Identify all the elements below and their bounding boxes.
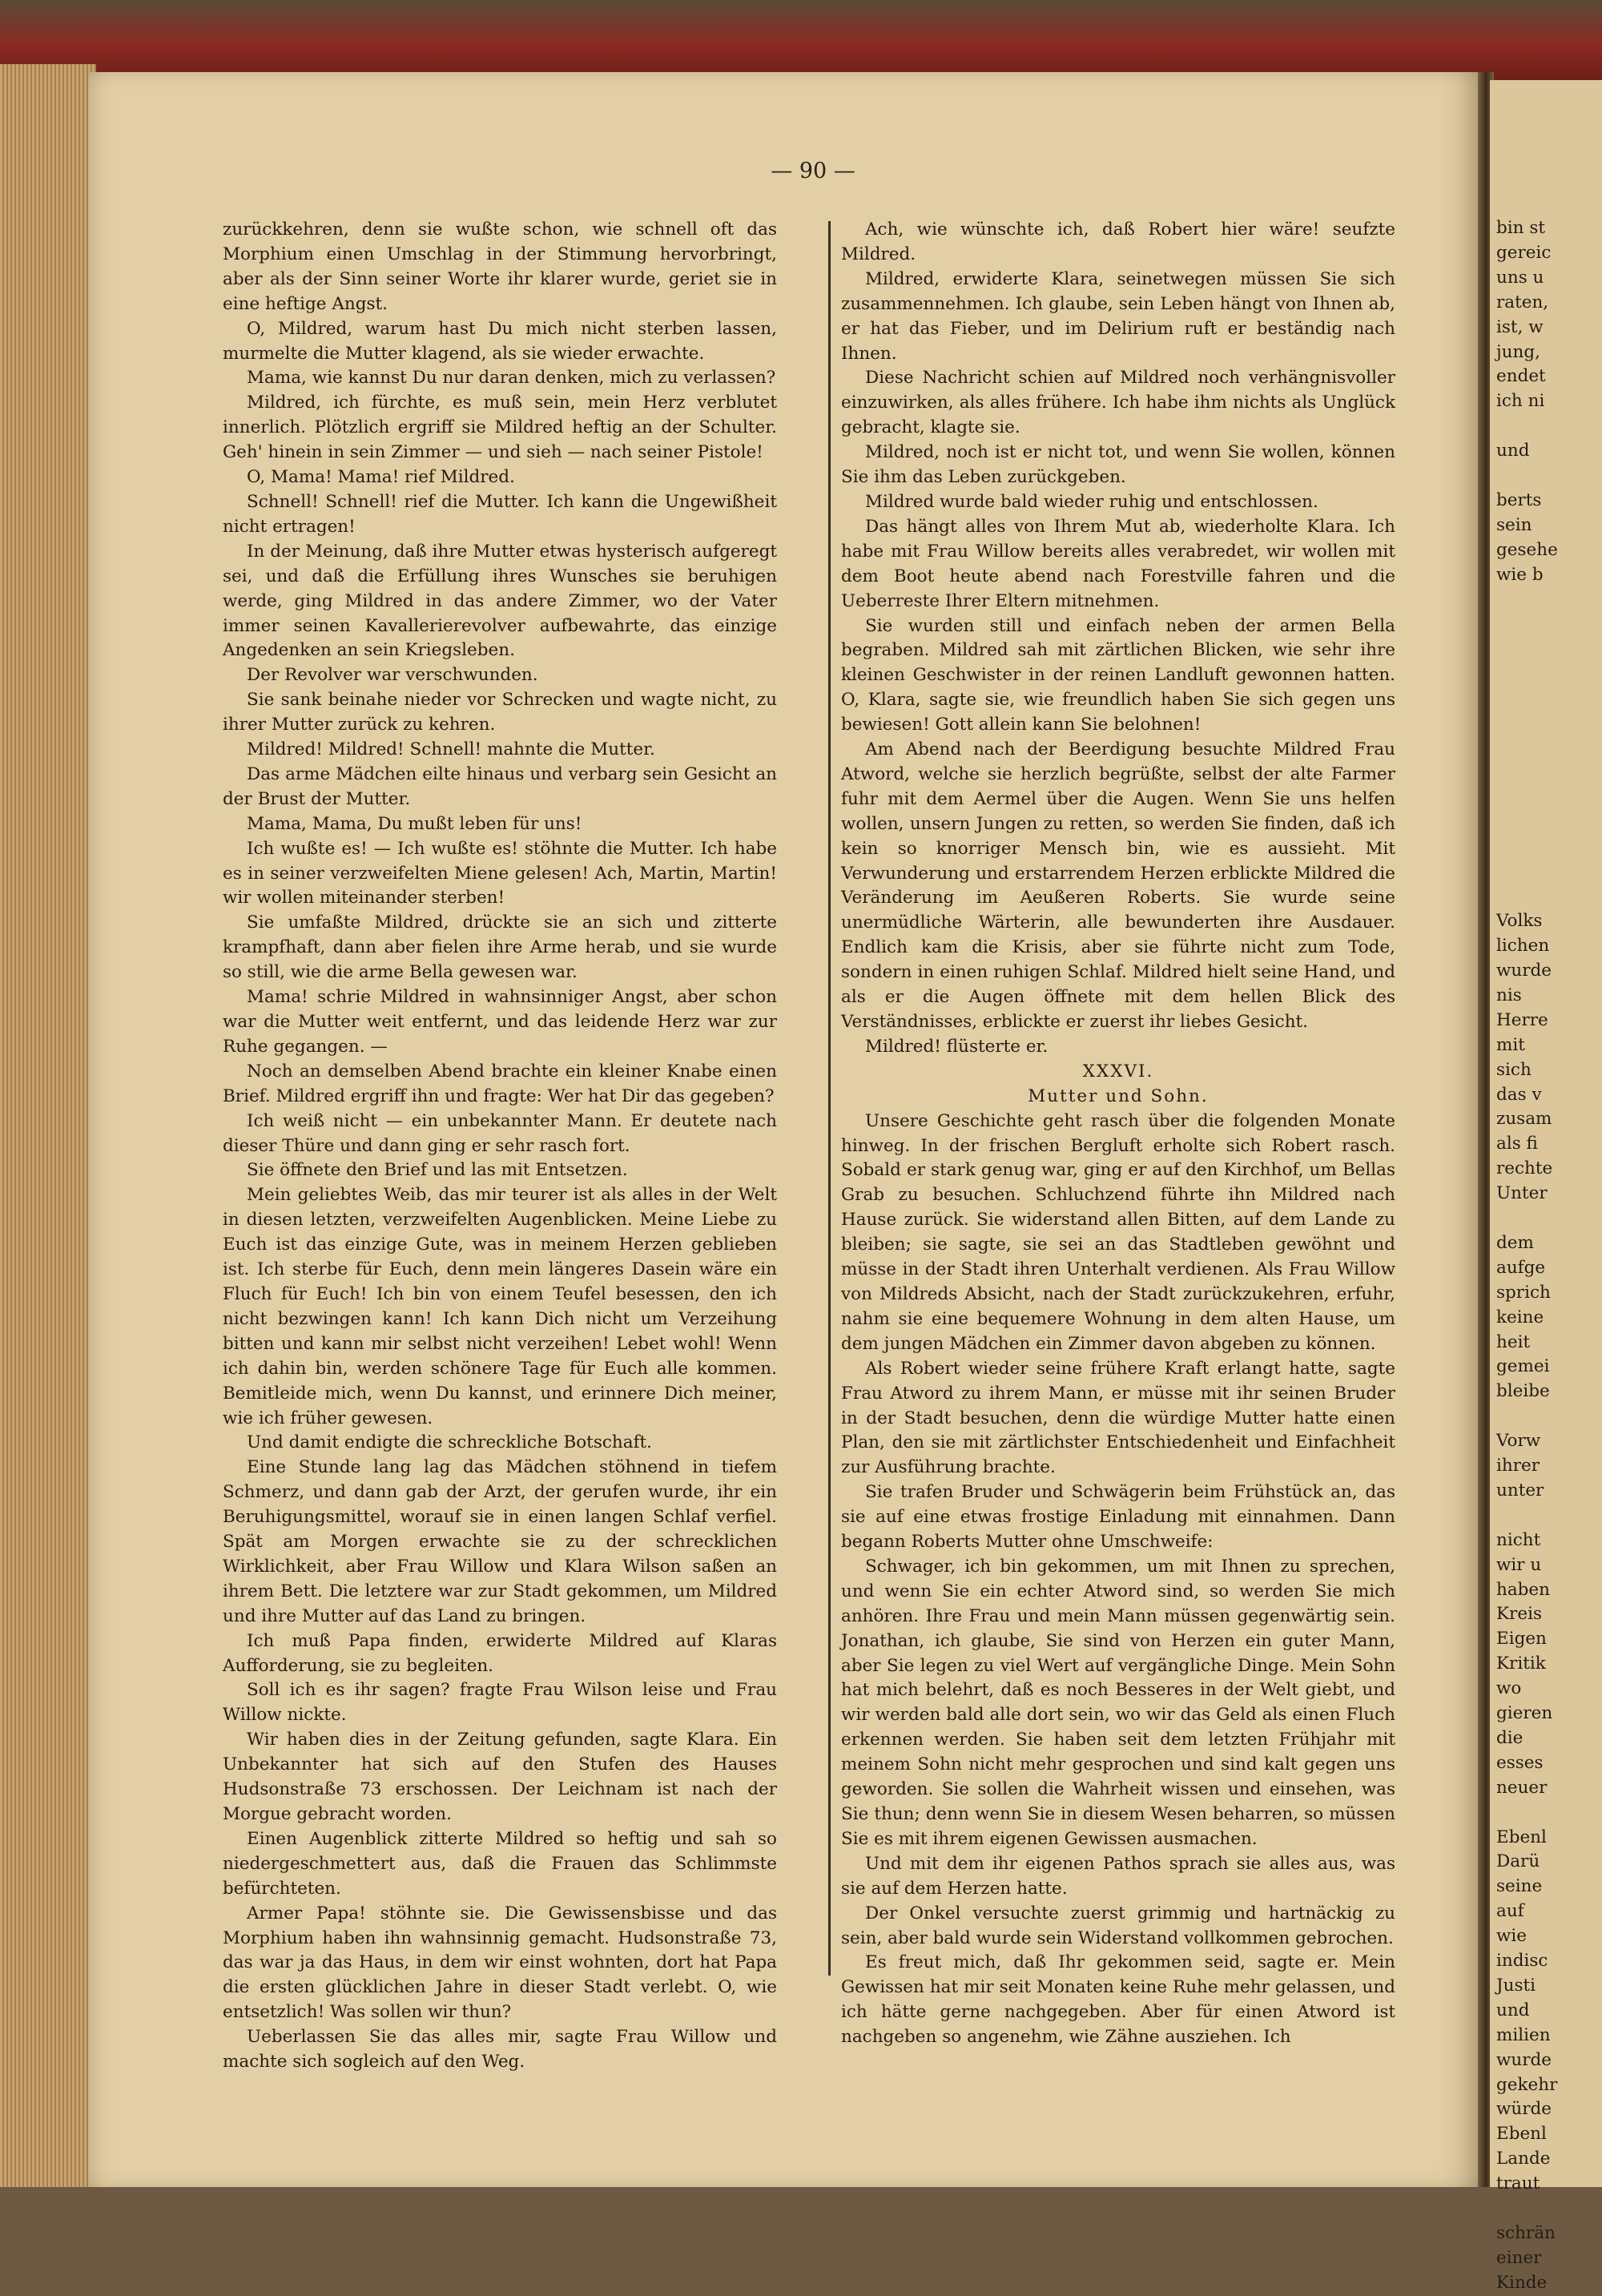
facing-page-fragment: Vorw [1496,1431,1541,1452]
facing-page-fragment: Ebenl [1496,1827,1547,1847]
paragraph: Ueberlassen Sie das alles mir, sagte Frau Willow und machte sich sogleich auf den Weg. [223,2027,777,2072]
facing-page-fragment: und [1496,2000,1530,2020]
facing-page-fragment: haben [1496,1579,1550,1600]
paragraph: Der Revolver war verschwunden. [247,665,538,686]
facing-page-fragment: bin st [1496,218,1545,238]
paragraph: Schnell! Schnell! rief die Mutter. Ich kann die Ungewißheit nicht ertragen! [223,491,777,537]
facing-page-fragment: wir u [1496,1554,1542,1575]
facing-page-fragment: die [1496,1727,1524,1748]
paragraph: Ich wußte es! — Ich wußte es! stöhnte die Mutter. Ich habe es in seiner verzweifelten Miene gelesen! Ach, Martin, Martin! wir wollen miteinander sterben! [223,838,777,908]
paragraph: In der Meinung, daß ihre Mutter etwas hysterisch aufgeregt sei, und daß die Erfüllung ihres Wunsches sie beruhigen werde, ging Mildred in das andere Zimmer, wo der Vater immer seinen Kavallerierevolver aufbewahrte, das einzige Angedenken an sein Kriegsleben. [223,541,777,661]
paragraph: Mama, Mama, Du mußt leben für uns! [247,813,582,834]
facing-page-fragment: als fi [1496,1134,1538,1154]
paragraph: Ich muß Papa finden, erwiderte Mildred auf Klaras Aufforderung, sie zu begleiten. [223,1630,777,1676]
paragraph: Eine Stunde lang lag das Mädchen stöhnend in tiefem Schmerz, und dann gab der Arzt, der gerufen wurde, ihr ein Beruhigungsmittel, worauf sie in einen langen Schlaf verfiel. Spät am Morgen erwachte sie zu der schrecklichen Wirklichkeit, aber Frau Willow und Klara Wilson saßen an ihrem Bett. Die letztere war zur Stadt gekommen, um Mildred und ihre Mutter auf das Land zu bringen. [223,1457,777,1626]
facing-page-fragment: berts [1496,489,1542,510]
paragraph: Das arme Mädchen eilte hinaus und verbarg sein Gesicht an der Brust der Mutter. [223,763,777,809]
facing-page-fragment: Eigen [1496,1629,1547,1649]
paragraph: Mildred, erwiderte Klara, seinetwegen müssen Sie sich zusammennehmen. Ich glaube, sein Leben hängt von Ihnen ab, er hat das Fieber, und im Delirium ruft er beständig nach Ihnen. [841,268,1395,364]
paragraph: Diese Nachricht schien auf Mildred noch verhängnisvoller einzuwirken, als alles frühere. Ich habe ihm nichts als Unglück gebracht, klagte sie. [841,368,1395,438]
facing-page-fragment: dem [1496,1232,1534,1253]
facing-page-fragment: ich ni [1496,391,1545,412]
facing-page-fragment: Kreis [1496,1604,1542,1625]
facing-page-fragment: esses [1496,1752,1544,1773]
paragraph: Ach, wie wünschte ich, daß Robert hier wäre! seufzte Mildred. [841,220,1395,264]
left-text-column [223,218,777,2072]
facing-page-fragment: zusam [1496,1109,1552,1130]
paragraph: O, Mama! Mama! rief Mildred. [247,467,515,488]
facing-page-fragment: mit [1496,1034,1525,1055]
paragraph: Am Abend nach der Beerdigung besuchte Mildred Frau Atword, welche sie herzlich begrüßte, selbst der alte Farmer fuhr mit dem Aermel über die Augen. Wenn Sie uns helfen wollen, unsern Jungen zu retten, so werden Sie finden, daß ich kein so knorriger Mensch bin, wie es aussieht. Mit Verwunderung und erstarrendem Herzen erblickte Mildred die Veränderung im Aeußeren Roberts. Sie wurde seine unermüdliche Wärterin, alle bewunderten ihre Ausdauer. Endlich kam die Krisis, aber sie führte nicht zum Tode, sondern in einen ruhigen Schlaf. Mildred hielt seine Hand, und als er die Augen öffnete mit dem hellen Blick des Verständnisses, erblickte er zuerst ihr liebes Gesicht. [841,739,1395,1032]
paragraph: Mildred, ich fürchte, es muß sein, mein Herz verblutet innerlich. Plötzlich ergriff sie Mildred heftig an der Schulter. Geh' hinein in sein Zimmer — und sieh — nach seiner Pistole! [223,393,777,463]
facing-page-fragment: auf [1496,1901,1524,1922]
column-divider [828,221,831,1976]
facing-page-fragment: nis [1496,985,1522,1005]
chapter-heading: Mutter und Sohn. [1028,1086,1209,1106]
paragraph: Sie umfaßte Mildred, drückte sie an sich und zitterte krampfhaft, dann aber fielen ihre Arme herab, und sie wurde so still, wie die arme Bella gewesen war. [223,912,777,983]
facing-page-fragment: seine [1496,1876,1543,1897]
facing-page-fragment: Justi [1496,1975,1536,1996]
facing-page-fragment: lichen [1496,936,1550,957]
facing-page-fragment: Lande [1496,2149,1551,2169]
facing-page-fragment: Darü [1496,1851,1540,1872]
paragraph: Mildred! flüsterte er. [865,1036,1049,1057]
facing-page-fragment: Volks [1496,911,1543,932]
paragraph: Sie trafen Bruder und Schwägerin beim Frühstück an, das sie auf eine etwas frostige Einladung mit einnahmen. Dann begann Roberts Mutter ohne Umschweife: [841,1482,1395,1553]
facing-page-fragment: Herre [1496,1009,1548,1030]
facing-page-fragment: wo [1496,1678,1522,1699]
paragraph: Als Robert wieder seine frühere Kraft erlangt hatte, sagte Frau Atword zu ihrem Mann, er müsse mit ihr seinen Bruder in der Stadt besuchen, denn die würdige Mutter hatte einen Plan, den sie mit zärtlichster Entschiedenheit und Einfachheit zur Ausführung brachte. [841,1358,1395,1478]
facing-page [1490,80,1602,2293]
facing-page-fragment: uns u [1496,267,1544,288]
facing-page-fragment: Ebenl [1496,2124,1547,2145]
facing-page-fragment: sprich [1496,1282,1551,1303]
facing-page-fragment: traut [1496,2173,1540,2194]
paragraph: Armer Papa! stöhnte sie. Die Gewissensbisse und das Morphium haben ihn wahnsinnig gemacht. Hudsonstraße 73, das war ja das Haus, in dem wir einst wohnten, dort hat Papa die ersten glücklichen Jahre in dieser Stadt verlebt. O, wie entsetzlich! Was sollen wir thun? [223,1903,777,2023]
facing-page-fragment: Kritik [1496,1654,1546,1674]
facing-page-fragment: und [1496,441,1530,461]
facing-page-fragment: heit [1496,1331,1531,1352]
facing-page-fragment: gesehe [1496,539,1558,560]
paragraph: Soll ich es ihr sagen? fragte Frau Wilson leise und Frau Willow nickte. [223,1680,777,1726]
paragraph: O, Mildred, warum hast Du mich nicht sterben lassen, murmelte die Mutter klagend, als sie wieder erwachte. [223,318,777,364]
facing-page-fragment: raten, [1496,292,1549,312]
paragraph: Sie wurden still und einfach neben der armen Bella begraben. Mildred sah mit zärtlichen Blicken, wie sehr ihre kleinen Geschwister in der reinen Landluft gewonnen hatten. O, Klara, sagte sie, wie freundlich haben Sie sich gegen uns bewiesen! Gott allein kann Sie belohnen! [841,615,1395,735]
facing-page-fragment: ist, w [1496,316,1544,337]
facing-page-fragment: sein [1496,514,1532,535]
chapter-heading: XXXVI. [1082,1061,1154,1082]
paragraph: Der Onkel versuchte zuerst grimmig und hartnäckig zu sein, aber bald wurde sein Widerstand vollkommen gebrochen. [841,1903,1395,1948]
facing-page-fragment: milien [1496,2024,1551,2045]
page-number: — 90 — [771,159,855,183]
facing-page-fragment: wie [1496,1926,1528,1947]
paragraph: Mama! schrie Mildred in wahnsinniger Angst, aber schon war die Mutter weit entfernt, und das leidende Herz war zur Ruhe gegangen. — [223,987,777,1057]
paragraph: Und mit dem ihr eigenen Pathos sprach sie alles aus, was sie auf dem Herzen hatte. [841,1853,1395,1899]
facing-page-fragment: endet [1496,366,1546,387]
facing-page-fragment: indisc [1496,1951,1548,1971]
paragraph: zurückkehren, denn sie wußte schon, wie schnell oft das Morphium einen Umschlag in der Stimmung hervorbringt, aber als der Sinn seiner Worte ihr klarer wurde, geriet sie in eine heftige Angst. [223,220,777,314]
paragraph: Schwager, ich bin gekommen, um mit Ihnen zu sprechen, und wenn Sie ein echter Atword sind, so werden Sie mich anhören. Ihre Frau und mein Mann müssen gegenwärtig sein. Jonathan, ich glaube, Sie sind von Herzen ein guter Mann, aber Sie legen zu viel Wert auf vergängliche Dinge. Mein Sohn hat mich belehrt, daß es noch Besseres in der Welt giebt, und wir werden bald alle dort sein, wo wir das Geld als einen Fluch erkennen werden. Sie haben seit dem letzten Frühjahr mit meinem Sohn nicht mehr gesprochen und sind kalt gegen uns geworden. Sie sollen die Wahrheit wissen und einsehen, was Sie thun; denn wenn Sie in diesem Wesen beharren, so müssen Sie es mit ihrem eigenen Gewissen ausmachen. [841,1556,1395,1849]
facing-page-fragment: neuer [1496,1777,1548,1798]
paragraph: Mildred! Mildred! Schnell! mahnte die Mutter. [247,739,655,760]
facing-page-fragment: Kinde [1496,2272,1548,2293]
facing-page-fragment: schrän [1496,2222,1556,2243]
facing-page-fragment: unter [1496,1480,1544,1500]
facing-page-fragment: gekehr [1496,2074,1558,2095]
facing-page-fragment: ihrer [1496,1456,1540,1476]
facing-page-fragment: wie b [1496,564,1544,585]
facing-page-fragment: gemei [1496,1356,1550,1377]
paragraph: Mama, wie kannst Du nur daran denken, mich zu verlassen? [247,368,776,389]
paragraph: Es freut mich, daß Ihr gekommen seid, sagte er. Mein Gewissen hat mir seit Monaten keine Ruhe mehr gelassen, und ich hätte gerne nachgegeben. Aber für einen Atword ist nachgeben so angenehm, wie Zähne ausziehen. Ich [841,1952,1395,2048]
paragraph: Mein geliebtes Weib, das mir teurer ist als alles in der Welt in diesen letzten, verzweifelten Augenblicken. Meine Liebe zu Euch ist das einzige Gute, was in meinem Herzen geblieben ist. Ich sterbe für Euch, denn mein längeres Dasein wäre ein Fluch für Euch! Ich bin von einem Teufel besessen, den ich nicht bezwingen kann! Ich kann Dich nicht um Verzeihung bitten und kann mir selbst nicht verzeihen! Lebet wohl! Wenn ich dahin bin, werden schönere Tage für Euch alle kommen. Bemitleide mich, wenn Du kannst, und erinnere Dich meiner, wie ich früher gewesen. [223,1185,777,1428]
facing-page-fragment: wurde [1496,961,1552,981]
paragraph: Ich weiß nicht — ein unbekannter Mann. Er deutete nach dieser Thüre und dann ging er sehr rasch fort. [223,1110,777,1156]
book-cover-edge [0,0,1602,80]
facing-page-fragment: das v [1496,1084,1542,1105]
paragraph: Das hängt alles von Ihrem Mut ab, wiederholte Klara. Ich habe mit Frau Willow bereits alles verabredet, wir wollen mit dem Boot heute abend nach Forestville fahren und die Ueberreste Ihrer Eltern mitnehmen. [841,516,1395,611]
facing-page-fragment: aufge [1496,1257,1546,1278]
facing-page-fragment: wurde [1496,2049,1552,2070]
right-text-column [841,218,1395,2048]
page-block-edges [0,64,96,2187]
facing-page-fragment: gieren [1496,1703,1553,1723]
facing-page-fragment: bleibe [1496,1381,1550,1402]
paragraph: Und damit endigte die schreckliche Botschaft. [247,1432,652,1453]
paragraph: Sie sank beinahe nieder vor Schrecken und wagte nicht, zu ihrer Mutter zurück zu kehren. [223,690,777,735]
facing-page-fragment: keine [1496,1307,1544,1327]
facing-page-fragment: rechte [1496,1158,1553,1179]
paragraph: Mildred, noch ist er nicht tot, und wenn Sie wollen, können Sie ihm das Leben zurückgeben. [841,442,1395,488]
paragraph: Wir haben dies in der Zeitung gefunden, sagte Klara. Ein Unbekannter hat sich auf den Stufen des Hauses Hudsonstraße 73 erschossen. Der Leichnam ist nach der Morgue gebracht worden. [223,1730,777,1824]
paragraph: Sie öffnete den Brief und las mit Entsetzen. [247,1160,628,1181]
facing-page-fragment: gereic [1496,242,1552,263]
facing-page-fragment: jung, [1496,341,1540,362]
paragraph: Mildred wurde bald wieder ruhig und entschlossen. [865,491,1318,512]
paragraph: Noch an demselben Abend brachte ein kleiner Knabe einen Brief. Mildred ergriff ihn und fragte: Wer hat Dir das gegeben? [223,1061,777,1106]
facing-page-fragment: einer [1496,2247,1542,2268]
facing-page-fragment: sich [1496,1059,1532,1080]
paragraph: Unsere Geschichte geht rasch über die folgenden Monate hinweg. In der frischen Bergluft erholte sich Robert rasch. Sobald er stark genug war, ging er auf den Kirchhof, um Bellas Grab zu besuchen. Schluchzend führte ihn Mildred nach Hause zurück. Sie widerstand allen Bitten, auf dem Lande zu bleiben; sie sagte, sie sei an das Stadtleben gewöhnt und müsse in der Stadt ihren Unterhalt verdienen. Als Frau Willow von Mildreds Absicht, nach der Stadt zurückzukehren, erfuhr, nahm sie eine bequemere Wohnung in dem alten Hause, um dem jungen Mädchen ein Zimmer davon abgeben zu können. [841,1110,1395,1354]
facing-page-fragment: würde [1496,2099,1552,2120]
facing-page-fragment: Unter [1496,1183,1548,1204]
facing-page-fragment: nicht [1496,1529,1541,1550]
paragraph: Einen Augenblick zitterte Mildred so heftig und sah so niedergeschmettert aus, daß die Frauen das Schlimmste befürchteten. [223,1828,777,1899]
